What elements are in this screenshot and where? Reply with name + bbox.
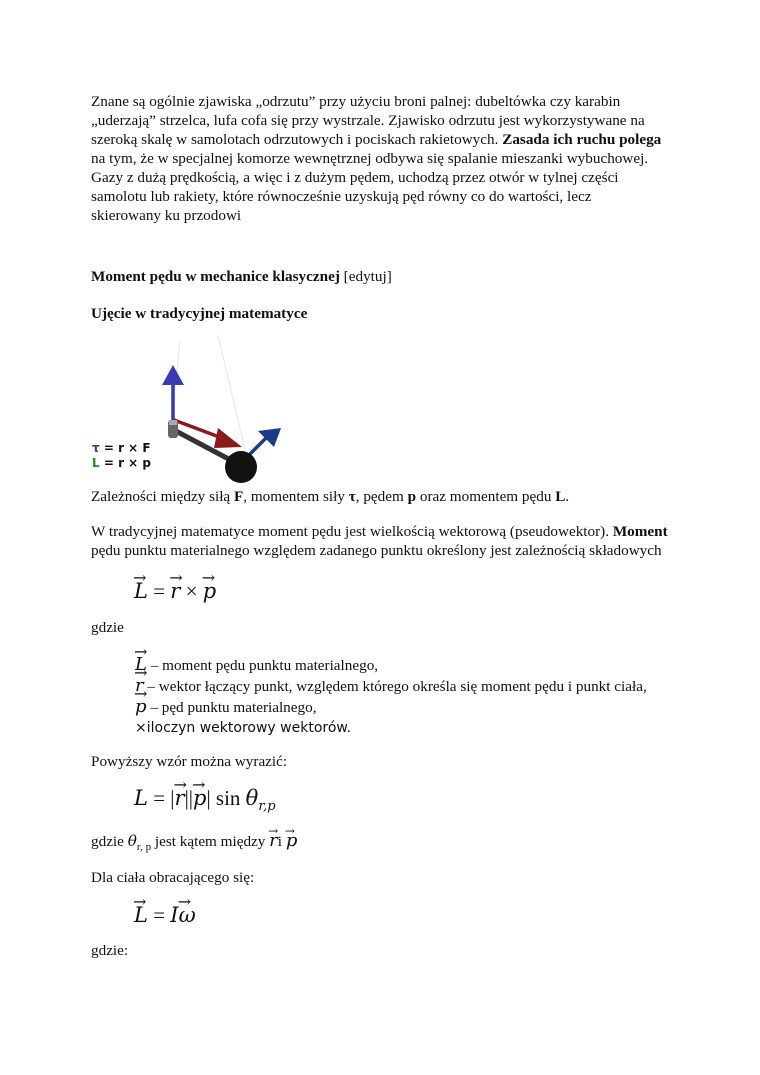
- definition-text: – wektor łączący punkt, względem którego określa się moment pędu i punkt ciała,: [143, 678, 647, 695]
- section-heading: [91, 267, 681, 286]
- equation-inertia: [134, 902, 196, 928]
- definition-r: [135, 676, 695, 697]
- edit-link[interactable]: [edytuj]: [343, 268, 392, 285]
- intro-line: [91, 130, 666, 149]
- abs-bars: ||: [184, 786, 193, 810]
- gdzie-label: gdzie:: [91, 942, 129, 959]
- angle-definition: [91, 831, 681, 857]
- definition-text: – pęd punktu materialnego,: [146, 699, 317, 716]
- formula-angular-momentum: [92, 456, 151, 471]
- theta-symbol: θ: [245, 786, 259, 810]
- vector-L: → L: [134, 902, 148, 928]
- symbol-I: I: [170, 903, 179, 927]
- symbol-definitions: [135, 655, 695, 738]
- text: i: [277, 833, 286, 850]
- equation-magnitude: [134, 785, 276, 820]
- caption-text: , momentem siły: [243, 488, 349, 505]
- formula-rest: = r × F: [99, 441, 151, 455]
- caption-text: , pędem: [355, 488, 408, 505]
- intro-paragraph: [91, 92, 666, 225]
- formula-rest: = r × p: [99, 456, 151, 470]
- definition-text: – moment pędu punktu materialnego,: [146, 657, 379, 674]
- figure-caption: [91, 487, 681, 506]
- gdzie-label: gdzie: [91, 619, 124, 636]
- times-sign: ×: [180, 579, 203, 603]
- caption-bold: p: [407, 488, 417, 505]
- caption-text: .: [565, 488, 570, 505]
- sin-text: | sin: [206, 786, 246, 810]
- paragraph-bold: Moment: [612, 523, 668, 540]
- paragraph-line: pędu punktu materialnego względem zadanego punktu określony jest zależnością składowych: [91, 542, 662, 559]
- theta-symbol: θ: [127, 832, 137, 850]
- caption-text: oraz momentem pędu: [416, 488, 556, 505]
- vector-omega: → ω: [179, 902, 196, 928]
- section-heading-text: Moment pędu w mechanice klasycznej: [91, 268, 340, 285]
- figure-formulas: [92, 441, 151, 471]
- symbol-L: L: [134, 786, 148, 810]
- vector-p: → p: [135, 697, 147, 717]
- intro-text: szeroką skalę w samolotach odrzutowych i pociskach rakietowych.: [91, 131, 499, 148]
- vector-L: → L: [134, 578, 148, 604]
- paragraph: Dla ciała obracającego się:: [91, 869, 255, 886]
- intro-line: Gazy z dużą prędkością, a więc i z dużym pędem, uchodzą przez otwór w tylnej części: [91, 169, 619, 186]
- intro-line: „uderzają” strzelca, lufa cofa się przy wystrzale. Zjawisko odrzutu jest wykorzystywane na: [91, 112, 645, 129]
- text: gdzie: [91, 833, 128, 850]
- paragraph-line: [91, 522, 681, 541]
- text: jest kątem między: [151, 833, 270, 850]
- definition-p: [135, 697, 695, 718]
- theta-subscript: r,p: [258, 799, 276, 815]
- definition-L: [135, 655, 695, 676]
- formula-torque: [92, 441, 151, 456]
- caption-text: Zależności między siłą: [91, 488, 234, 505]
- vector-p: → p: [286, 831, 298, 850]
- definition-paragraph: [91, 522, 681, 560]
- intro-line: samolotu lub rakiety, które równocześnie uzyskują pęd równy co do wartości, lecz: [91, 188, 592, 205]
- paragraph-text: W tradycyjnej matematyce moment pędu jest wielkością wektorową (pseudowektor).: [91, 523, 610, 540]
- paragraph: Powyższy wzór można wyrazić:: [91, 753, 288, 770]
- angular-momentum-figure: [150, 330, 300, 485]
- equals-abs: = |: [147, 786, 175, 810]
- definition-text: iloczyn wektorowy wektorów.: [146, 720, 352, 736]
- torque-arrowhead: [162, 365, 184, 385]
- vector-r: → r: [170, 578, 180, 604]
- cross-symbol: ×: [135, 720, 147, 736]
- intro-line: na tym, że w specjalnej komorze wewnętrznej odbywa się spalanie mieszanki wybuchowej.: [91, 150, 649, 167]
- subsection-heading: Ujęcie w tradycyjnej matematyce: [91, 305, 308, 322]
- intro-bold-text: Zasada ich ruchu polega: [502, 131, 662, 148]
- vector-p: → p: [203, 578, 216, 604]
- vector-r: → r: [175, 785, 185, 811]
- formula-symbol: L: [92, 456, 100, 470]
- intro-line: Znane są ogólnie zjawiska „odrzutu” przy użyciu broni palnej: dubeltówka czy karabin: [91, 93, 621, 110]
- formula-symbol: τ: [92, 441, 100, 455]
- vector-p: → p: [193, 785, 206, 811]
- equals-sign: =: [147, 903, 171, 927]
- force-arrowhead: [214, 428, 242, 448]
- equals-sign: =: [147, 579, 171, 603]
- vector-L: → L: [135, 655, 147, 675]
- definition-cross: [135, 718, 695, 738]
- vector-r: → r: [269, 831, 278, 850]
- intro-line: skierowany ku przodowi: [91, 207, 242, 224]
- caption-bold: L: [555, 488, 566, 505]
- caption-bold: τ: [348, 488, 356, 505]
- pivot-cap: [169, 420, 177, 425]
- equation-cross-product: [134, 578, 216, 604]
- caption-bold: F: [233, 488, 244, 505]
- vector-r: → r: [135, 676, 144, 696]
- theta-subscript: r, p: [136, 841, 152, 854]
- pendulum-ball: [225, 451, 257, 483]
